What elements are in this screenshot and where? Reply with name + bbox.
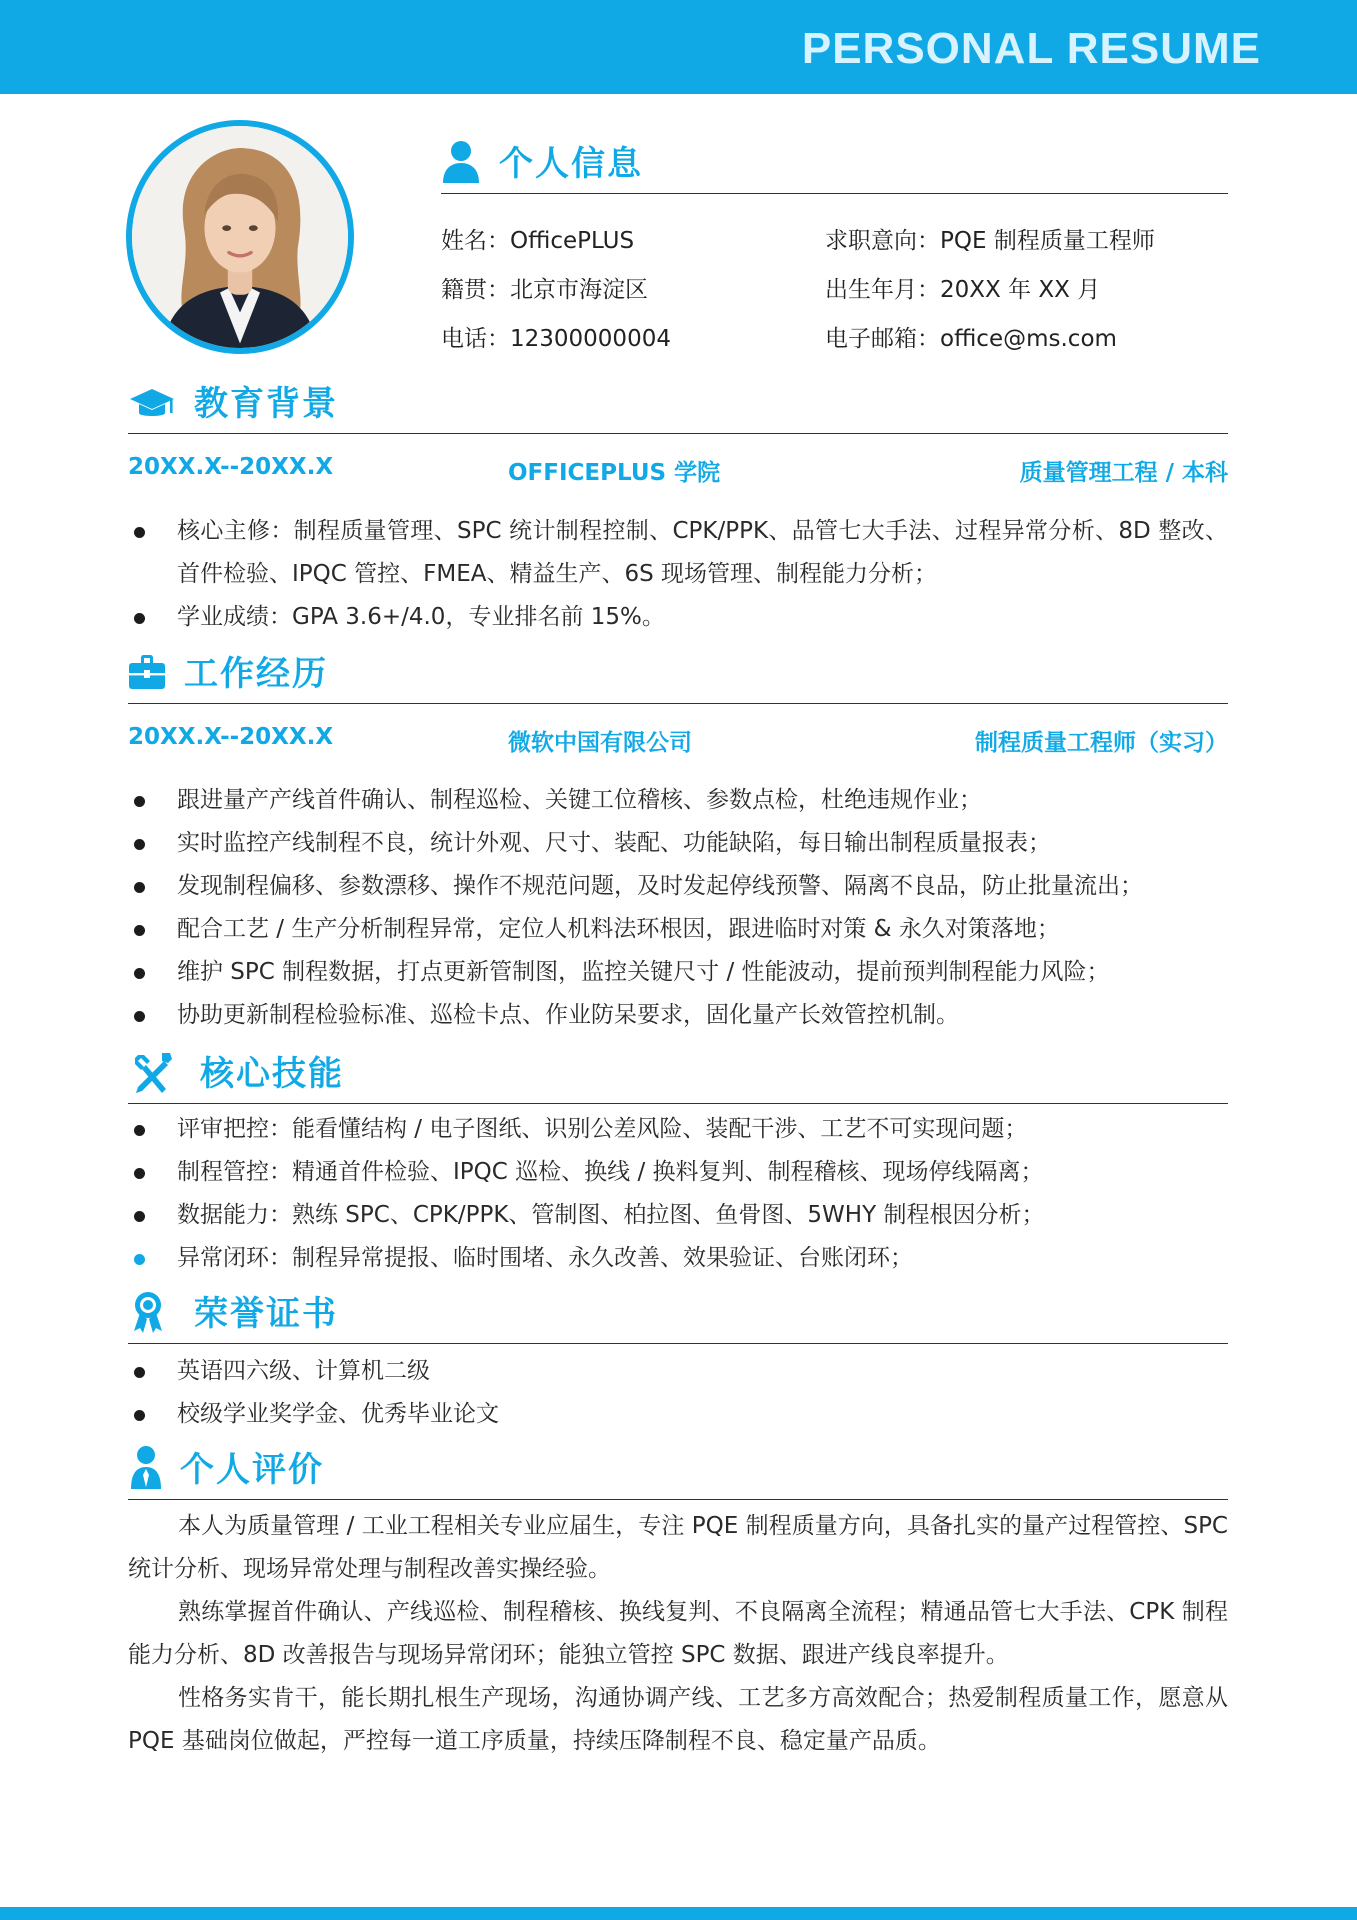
evaluation-text xyxy=(128,1505,1228,1763)
objective-field: 求职意向：PQE 制程质量工程师 xyxy=(825,228,1155,254)
top-banner xyxy=(0,0,1357,94)
list-item: 维护 SPC 制程数据，打点更新管制图，监控关键尺寸 / 性能波动，提前预判制程能力风险； xyxy=(128,951,1228,994)
education-entry xyxy=(128,454,1228,488)
list-item: 校级学业奖学金、优秀毕业论文 xyxy=(128,1393,1228,1436)
profile-photo xyxy=(126,120,354,354)
list-item: 异常闭环：制程异常提报、临时围堵、永久改善、效果验证、台账闭环； xyxy=(128,1237,1228,1280)
section-title: 个人信息 xyxy=(499,144,643,184)
list-item: 英语四六级、计算机二级 xyxy=(128,1350,1228,1393)
major-degree: 质量管理工程 / 本科 xyxy=(1019,460,1228,486)
skills-list xyxy=(128,1108,1228,1280)
birth-field: 出生年月：20XX 年 XX 月 xyxy=(825,277,1101,303)
list-item: 评审把控：能看懂结构 / 电子图纸、识别公差风险、装配干涉、工艺不可实现问题； xyxy=(128,1108,1228,1151)
evaluation-paragraph: 性格务实肯干，能长期扎根生产现场，沟通协调产线、工艺多方高效配合；热爱制程质量工作，愿意从 PQE 基础岗位做起，严控每一道工序质量，持续压降制程不良、稳定量产品质。 xyxy=(128,1685,1228,1754)
evaluation-paragraph: 熟练掌握首件确认、产线巡检、制程稽核、换线复判、不良隔离全流程；精通品管七大手法、CPK 制程能力分析、8D 改善报告与现场异常闭环；能独立管控 SPC 数据、跟进产线良率提升。 xyxy=(128,1599,1228,1668)
list-item: 发现制程偏移、参数漂移、操作不规范问题，及时发起停线预警、隔离不良品，防止批量流出； xyxy=(128,865,1228,908)
evaluation-paragraph: 本人为质量管理 / 工业工程相关专业应届生，专注 PQE 制程质量方向，具备扎实的量产过程管控、SPC 统计分析、现场异常处理与制程改善实操经验。 xyxy=(128,1513,1228,1582)
section-title: 核心技能 xyxy=(200,1054,344,1094)
work-period: 20XX.X--20XX.X xyxy=(128,724,334,750)
honors-section-header xyxy=(128,1288,1228,1344)
graduation-cap-icon xyxy=(128,379,176,425)
skills-section-header xyxy=(128,1048,1228,1104)
tools-icon xyxy=(128,1049,176,1095)
education-list xyxy=(128,510,1228,639)
briefcase-icon xyxy=(128,649,166,695)
hometown-field: 籍贯：北京市海淀区 xyxy=(441,277,648,303)
honors-list xyxy=(128,1350,1228,1436)
work-entry xyxy=(128,724,1228,758)
award-ribbon-icon xyxy=(128,1289,168,1335)
email-field: 电子邮箱：office@ms.com xyxy=(825,326,1117,352)
list-item: 跟进量产产线首件确认、制程巡检、关键工位稽核、参数点检，杜绝违规作业； xyxy=(128,779,1228,822)
person-icon xyxy=(128,1445,164,1491)
list-item: 配合工艺 / 生产分析制程异常，定位人机料法环根因，跟进临时对策 & 永久对策落地； xyxy=(128,908,1228,951)
list-item: 核心主修：制程质量管理、SPC 统计制程控制、CPK/PPK、品管七大手法、过程异常分析、8D 整改、首件检验、IPQC 管控、FMEA、精益生产、6S 现场管理、制程能力分析； xyxy=(128,510,1228,596)
portrait-image xyxy=(132,126,348,348)
user-icon xyxy=(441,139,481,185)
name-field: 姓名：OfficePLUS xyxy=(441,228,635,254)
section-title: 工作经历 xyxy=(184,654,328,694)
section-title: 荣誉证书 xyxy=(194,1294,338,1334)
resume-title: PERSONAL RESUME xyxy=(801,24,1261,73)
work-list xyxy=(128,779,1228,1037)
list-item: 制程管控：精通首件检验、IPQC 巡检、换线 / 换料复判、制程稽核、现场停线隔离； xyxy=(128,1151,1228,1194)
section-title: 教育背景 xyxy=(194,384,338,424)
position-title: 制程质量工程师（实习） xyxy=(975,730,1228,756)
list-item: 数据能力：熟练 SPC、CPK/PPK、管制图、柏拉图、鱼骨图、5WHY 制程根因分析； xyxy=(128,1194,1228,1237)
profile-section-header xyxy=(441,118,1228,194)
list-item: 协助更新制程检验标准、巡检卡点、作业防呆要求，固化量产长效管控机制。 xyxy=(128,994,1228,1037)
education-period: 20XX.X--20XX.X xyxy=(128,454,334,480)
company-name: 微软中国有限公司 xyxy=(508,730,692,756)
work-section-header xyxy=(128,648,1228,704)
evaluation-section-header xyxy=(128,1444,1228,1500)
section-title: 个人评价 xyxy=(180,1450,324,1490)
list-item: 实时监控产线制程不良，统计外观、尺寸、装配、功能缺陷，每日输出制程质量报表； xyxy=(128,822,1228,865)
school-name: OFFICEPLUS 学院 xyxy=(508,460,721,486)
bottom-banner xyxy=(0,1907,1357,1920)
education-section-header xyxy=(128,378,1228,434)
phone-field: 电话：12300000004 xyxy=(441,326,671,352)
list-item: 学业成绩：GPA 3.6+/4.0，专业排名前 15%。 xyxy=(128,596,1228,639)
